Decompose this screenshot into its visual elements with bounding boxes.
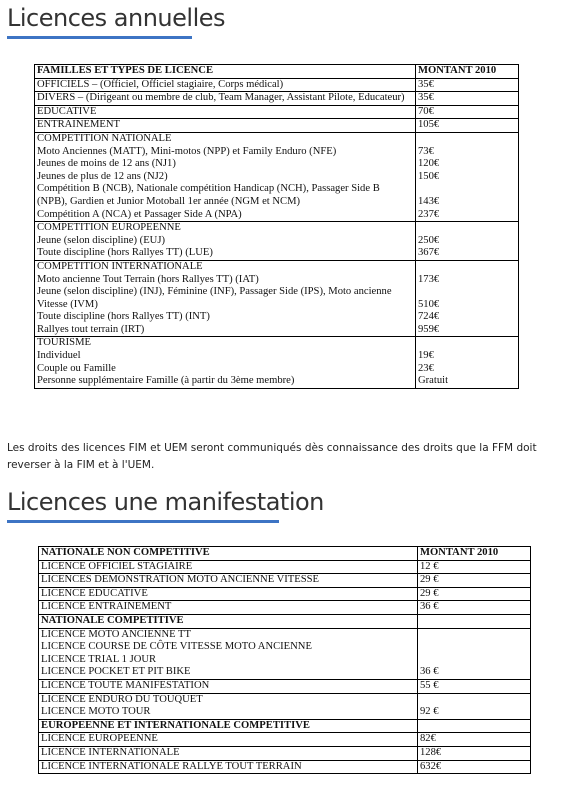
amount-cell bbox=[416, 337, 519, 388]
licence-type-cell bbox=[35, 119, 416, 133]
table-row bbox=[35, 92, 519, 106]
amount-text: 29 € bbox=[420, 574, 439, 586]
licence-type-text: Moto ancienne Tout Terrain (hors Rallyes TT) (IAT) bbox=[37, 273, 259, 285]
table-row bbox=[39, 733, 531, 747]
table-row bbox=[39, 601, 531, 615]
amount-text: 632€ bbox=[420, 760, 442, 772]
licence-type-text: COMPETITION NATIONALE bbox=[37, 132, 172, 144]
licence-type-cell bbox=[39, 587, 418, 601]
licence-type-cell bbox=[39, 760, 418, 774]
header-non-competitive: NATIONALE NON COMPETITIVE bbox=[39, 547, 418, 561]
amount-text: 120€ bbox=[418, 158, 440, 170]
amount-text bbox=[418, 337, 516, 350]
amount-text: 36 € bbox=[420, 666, 439, 678]
licence-type-text: LICENCE ENTRAINEMENT bbox=[41, 601, 172, 613]
licence-type-text: LICENCE ENDURO DU TOUQUET bbox=[41, 693, 203, 705]
amount-text: 55 € bbox=[420, 679, 439, 691]
amount-text: 35€ bbox=[418, 78, 434, 90]
table-row bbox=[39, 614, 531, 628]
licence-type-cell bbox=[39, 560, 418, 574]
licence-type-text: OFFICIELS – (Officiel, Officiel stagiaire, Corps médical) bbox=[37, 78, 284, 90]
licence-type-cell bbox=[39, 679, 418, 693]
amount-text bbox=[420, 629, 528, 642]
licence-type-text: LICENCES DEMONSTRATION MOTO ANCIENNE VITESSE bbox=[41, 574, 319, 586]
amount-text: 70€ bbox=[418, 105, 434, 117]
licence-type-text: Individuel bbox=[37, 350, 81, 362]
annual-licences-title: Licences annuelles bbox=[7, 4, 226, 32]
amount-text: 36 € bbox=[420, 601, 439, 613]
licence-type-text: EUROPEENNE ET INTERNATIONALE COMPETITIVE bbox=[41, 719, 310, 731]
amount-cell bbox=[418, 760, 531, 774]
table-row bbox=[35, 260, 519, 337]
amount-text: 12 € bbox=[420, 560, 439, 572]
amount-text bbox=[418, 286, 516, 299]
licence-type-text: Jeunes de moins de 12 ans (NJ1) bbox=[37, 158, 176, 170]
table-row bbox=[35, 78, 519, 92]
licence-type-cell bbox=[39, 628, 418, 679]
licence-type-cell bbox=[39, 601, 418, 615]
fim-uem-note: Les droits des licences FIM et UEM seront communiqués dès connaissance des droits que la FFM doit reverser à la FIM et à l'UEM. bbox=[7, 442, 537, 471]
table-row bbox=[35, 105, 519, 119]
amount-cell bbox=[418, 679, 531, 693]
amount-text: 150€ bbox=[418, 170, 440, 182]
licence-type-text: (NPB), Gardien et Junior Motoball 1er année (NGM et NCM) bbox=[37, 195, 301, 207]
licence-type-cell bbox=[39, 733, 418, 747]
amount-cell bbox=[418, 560, 531, 574]
table-row bbox=[39, 679, 531, 693]
amount-cell bbox=[416, 92, 519, 106]
amount-text: 250€ bbox=[418, 234, 440, 246]
event-licences-table bbox=[38, 546, 531, 774]
table-row bbox=[39, 746, 531, 760]
table-row bbox=[39, 719, 531, 733]
amount-text bbox=[418, 261, 516, 274]
licence-type-text: Jeune (selon discipline) (EUJ) bbox=[37, 234, 165, 246]
amount-text: 105€ bbox=[418, 119, 440, 131]
amount-text: 143€ bbox=[418, 195, 440, 207]
amount-text: 92 € bbox=[420, 706, 439, 718]
amount-cell bbox=[418, 693, 531, 719]
licence-type-cell bbox=[39, 746, 418, 760]
amount-cell bbox=[416, 78, 519, 92]
amount-cell bbox=[418, 719, 531, 733]
amount-text bbox=[420, 615, 528, 628]
licence-type-cell bbox=[35, 260, 416, 337]
amount-text: 35€ bbox=[418, 92, 434, 104]
amount-text bbox=[418, 133, 516, 146]
amount-cell bbox=[416, 222, 519, 261]
amount-cell bbox=[418, 614, 531, 628]
licence-type-text: Compétition B (NCB), Nationale compétition Handicap (NCH), Passager Side B bbox=[37, 183, 380, 195]
table-row bbox=[39, 760, 531, 774]
licence-type-text: LICENCE EUROPEENNE bbox=[41, 733, 158, 745]
licence-type-text: LICENCE TRIAL 1 JOUR bbox=[41, 653, 157, 665]
licence-type-text: Vitesse (IVM) bbox=[37, 298, 98, 310]
amount-text: 73€ bbox=[418, 145, 434, 157]
licence-type-text: Toute discipline (hors Rallyes TT) (INT) bbox=[37, 311, 210, 323]
amount-cell bbox=[418, 733, 531, 747]
licence-type-cell bbox=[35, 132, 416, 221]
amount-cell bbox=[418, 587, 531, 601]
licence-type-cell bbox=[35, 222, 416, 261]
licence-type-text: LICENCE INTERNATIONALE bbox=[41, 746, 180, 758]
table-row bbox=[35, 222, 519, 261]
amount-text bbox=[420, 654, 528, 667]
licence-type-cell bbox=[39, 614, 418, 628]
header-amount: MONTANT 2010 bbox=[418, 547, 531, 561]
amount-text: 510€ bbox=[418, 298, 440, 310]
licence-type-text: COMPETITION EUROPEENNE bbox=[37, 222, 181, 234]
licence-type-text: LICENCE COURSE DE CÔTE VITESSE MOTO ANCIENNE bbox=[41, 641, 312, 653]
annual-title-underline bbox=[7, 36, 192, 39]
amount-text: 724€ bbox=[418, 311, 440, 323]
table-row bbox=[35, 119, 519, 133]
licence-type-text: Personne supplémentaire Famille (à partir du 3ème membre) bbox=[37, 375, 295, 387]
licence-type-text: Couple ou Famille bbox=[37, 362, 116, 374]
licence-type-text: Rallyes tout terrain (IRT) bbox=[37, 323, 145, 335]
table-header-row bbox=[35, 65, 519, 79]
licence-type-cell bbox=[39, 693, 418, 719]
amount-text bbox=[420, 694, 528, 707]
amount-cell bbox=[418, 601, 531, 615]
amount-text: 237€ bbox=[418, 208, 440, 220]
licence-type-cell bbox=[35, 337, 416, 388]
licence-type-text: Moto Anciennes (MATT), Mini-motos (NPP) et Family Enduro (NFE) bbox=[37, 145, 337, 157]
amount-text: 29 € bbox=[420, 587, 439, 599]
licence-type-text: LICENCE MOTO TOUR bbox=[41, 706, 151, 718]
amount-text bbox=[418, 183, 516, 196]
licence-type-cell bbox=[35, 105, 416, 119]
table-row bbox=[35, 337, 519, 388]
licence-type-text: NATIONALE COMPETITIVE bbox=[41, 614, 184, 626]
event-licences-title: Licences une manifestation bbox=[7, 488, 324, 516]
amount-text: 19€ bbox=[418, 350, 434, 362]
header-amount: MONTANT 2010 bbox=[416, 65, 519, 79]
amount-text: 173€ bbox=[418, 273, 440, 285]
licence-type-text: DIVERS – (Dirigeant ou membre de club, Team Manager, Assistant Pilote, Educateur) bbox=[37, 92, 405, 104]
amount-cell bbox=[416, 119, 519, 133]
licence-type-text: LICENCE TOUTE MANIFESTATION bbox=[41, 679, 210, 691]
event-title-underline bbox=[7, 520, 279, 523]
amount-text bbox=[420, 641, 528, 654]
licence-type-text: TOURISME bbox=[37, 337, 91, 349]
amount-text bbox=[418, 222, 516, 235]
licence-type-text: Jeunes de plus de 12 ans (NJ2) bbox=[37, 170, 168, 182]
table-row bbox=[39, 628, 531, 679]
amount-cell bbox=[418, 628, 531, 679]
licence-type-text: Toute discipline (hors Rallyes TT) (LUE) bbox=[37, 247, 213, 259]
licence-type-text: COMPETITION INTERNATIONALE bbox=[37, 260, 203, 272]
table-row bbox=[39, 574, 531, 588]
table-header-row bbox=[39, 547, 531, 561]
amount-text: 23€ bbox=[418, 362, 434, 374]
licence-type-cell bbox=[35, 92, 416, 106]
amount-text: 367€ bbox=[418, 247, 440, 259]
licence-type-text: ENTRAINEMENT bbox=[37, 119, 120, 131]
amount-text: 959€ bbox=[418, 323, 440, 335]
table-row bbox=[39, 693, 531, 719]
amount-text: Gratuit bbox=[418, 375, 449, 387]
licence-type-text: LICENCE INTERNATIONALE RALLYE TOUT TERRAIN bbox=[41, 760, 302, 772]
licence-type-text: Compétition A (NCA) et Passager Side A (NPA) bbox=[37, 208, 242, 220]
licence-type-text: LICENCE EDUCATIVE bbox=[41, 587, 148, 599]
amount-cell bbox=[418, 746, 531, 760]
licence-type-text: LICENCE MOTO ANCIENNE TT bbox=[41, 628, 191, 640]
amount-text: 128€ bbox=[420, 746, 442, 758]
licence-type-text: Jeune (selon discipline) (INJ), Féminine (INF), Passager Side (IPS), Moto ancienne bbox=[37, 286, 392, 298]
licence-type-cell bbox=[39, 719, 418, 733]
header-families: FAMILLES ET TYPES DE LICENCE bbox=[35, 65, 416, 79]
annual-licences-table bbox=[34, 64, 519, 389]
licence-type-cell bbox=[35, 78, 416, 92]
licence-type-text: LICENCE POCKET ET PIT BIKE bbox=[41, 666, 191, 678]
amount-cell bbox=[416, 132, 519, 221]
amount-cell bbox=[418, 574, 531, 588]
amount-text: 82€ bbox=[420, 733, 436, 745]
amount-text bbox=[420, 720, 528, 733]
table-row bbox=[39, 560, 531, 574]
table-row bbox=[39, 587, 531, 601]
amount-cell bbox=[416, 260, 519, 337]
amount-cell bbox=[416, 105, 519, 119]
table-row bbox=[35, 132, 519, 221]
licence-type-text: EDUCATIVE bbox=[37, 105, 97, 117]
licence-type-text: LICENCE OFFICIEL STAGIAIRE bbox=[41, 560, 193, 572]
licence-type-cell bbox=[39, 574, 418, 588]
